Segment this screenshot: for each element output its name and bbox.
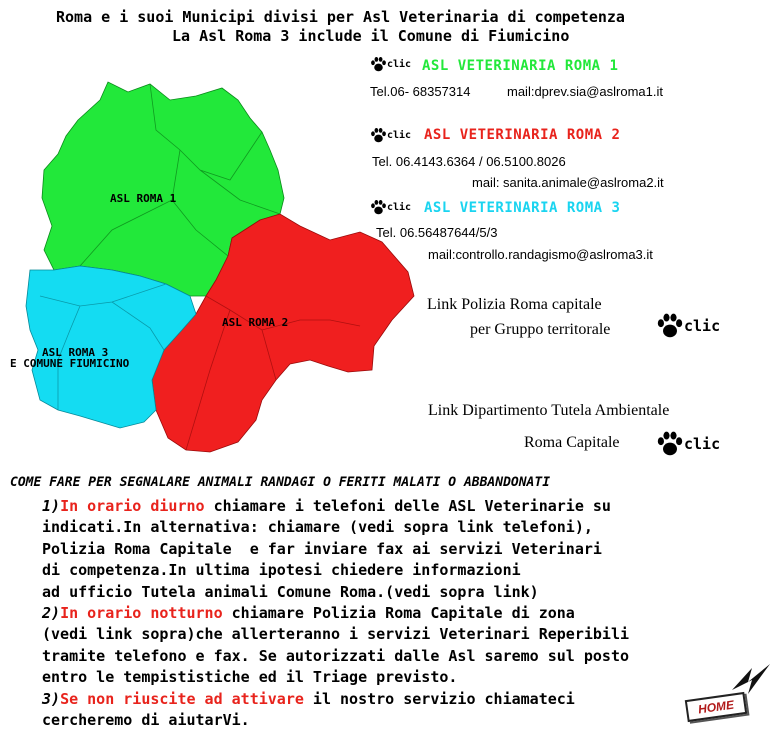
text-line: entro le tempististiche ed il Triage previsto. bbox=[42, 668, 458, 687]
text-line: (vedi link sopra)che allerteranno i servizi Veterinari Reperibili bbox=[42, 625, 629, 644]
tutela-clic-label: clic bbox=[684, 435, 721, 453]
step-number: 2) bbox=[42, 604, 61, 623]
step-number: 1) bbox=[42, 497, 61, 515]
step-highlight: Se non riuscite ad attivare bbox=[60, 689, 304, 708]
step-highlight: In orario notturno bbox=[60, 604, 223, 623]
page-title-line1: Roma e i suoi Municipi divisi per Asl Veterinaria di competenza bbox=[56, 8, 625, 26]
asl2-clic-label: clic bbox=[387, 130, 412, 141]
paw-icon bbox=[370, 127, 387, 144]
howto-paragraph-1 bbox=[42, 496, 629, 731]
text-line: Polizia Roma Capitale e far inviare fax ai servizi Veterinari bbox=[42, 539, 602, 558]
asl1-mail: mail:dprev.sia@aslroma1.it bbox=[507, 84, 664, 99]
map-label-roma1: ASL ROMA 1 bbox=[110, 192, 177, 205]
asl1-clic-link[interactable] bbox=[370, 56, 411, 73]
asl3-clic-link[interactable] bbox=[370, 199, 411, 216]
asl2-phone: Tel. 06.4143.6364 / 06.5100.8026 bbox=[372, 154, 566, 169]
asl1-clic-label: clic bbox=[387, 59, 412, 70]
tutela-clic-link[interactable] bbox=[656, 430, 720, 458]
text-line: il nostro servizio chiamateci bbox=[303, 689, 575, 708]
map-label-roma3: ASL ROMA 3 bbox=[42, 346, 109, 359]
paw-icon bbox=[370, 56, 387, 73]
tutela-link-text-2: Roma Capitale bbox=[524, 434, 620, 451]
asl1-phone: Tel.06- 68357314 bbox=[370, 84, 471, 99]
howto-heading: COME FARE PER SEGNALARE ANIMALI RANDAGI O FERITI MALATI O ABBANDONATI bbox=[10, 475, 551, 490]
text-line: di competenza.In ultima ipotesi chiedere informazioni bbox=[42, 561, 521, 580]
home-button[interactable]: HOME bbox=[685, 692, 747, 722]
rome-asl-map bbox=[0, 70, 420, 470]
paw-icon bbox=[656, 430, 684, 458]
asl3-phone: Tel. 06.56487644/5/3 bbox=[376, 225, 498, 240]
text-line: chiamare Polizia Roma Capitale di zona bbox=[222, 604, 575, 623]
asl3-clic-label: clic bbox=[387, 202, 412, 213]
home-arrow-icon bbox=[728, 660, 774, 700]
polizia-link-text: Link Polizia Roma capitale bbox=[427, 296, 602, 313]
asl3-mail: mail:controllo.randagismo@aslroma3.it bbox=[428, 247, 653, 262]
page-title-line2: La Asl Roma 3 include il Comune di Fiumicino bbox=[172, 27, 570, 45]
polizia-clic-label: clic bbox=[684, 317, 721, 335]
text-line: cercheremo di aiutarVi. bbox=[42, 711, 250, 730]
paw-icon bbox=[370, 199, 387, 216]
map-label-roma2: ASL ROMA 2 bbox=[222, 316, 289, 329]
asl2-clic-link[interactable] bbox=[370, 127, 411, 144]
asl2-title: ASL VETERINARIA ROMA 2 bbox=[424, 127, 621, 143]
paw-icon bbox=[656, 312, 684, 340]
map-label-fiumicino: E COMUNE FIUMICINO bbox=[10, 357, 130, 370]
step-highlight: In orario diurno bbox=[60, 497, 205, 515]
polizia-link-text-2: per Gruppo territorale bbox=[470, 321, 611, 338]
asl1-title: ASL VETERINARIA ROMA 1 bbox=[422, 58, 619, 74]
polizia-clic-link[interactable] bbox=[656, 312, 720, 340]
asl2-mail: mail: sanita.animale@aslroma2.it bbox=[472, 175, 664, 190]
text-line: chiamare i telefoni delle ASL Veterinarie su bbox=[204, 497, 611, 515]
asl3-title: ASL VETERINARIA ROMA 3 bbox=[424, 200, 621, 216]
text-line: indicati.In alternativa: chiamare (vedi sopra link telefoni), bbox=[42, 518, 593, 537]
text-line: tramite telefono e fax. Se autorizzati dalle Asl saremo sul posto bbox=[42, 646, 629, 665]
tutela-link-text: Link Dipartimento Tutela Ambientale bbox=[428, 402, 670, 419]
step-number: 3) bbox=[42, 689, 61, 708]
text-line: ad ufficio Tutela animali Comune Roma.(vedi sopra link) bbox=[42, 582, 539, 601]
